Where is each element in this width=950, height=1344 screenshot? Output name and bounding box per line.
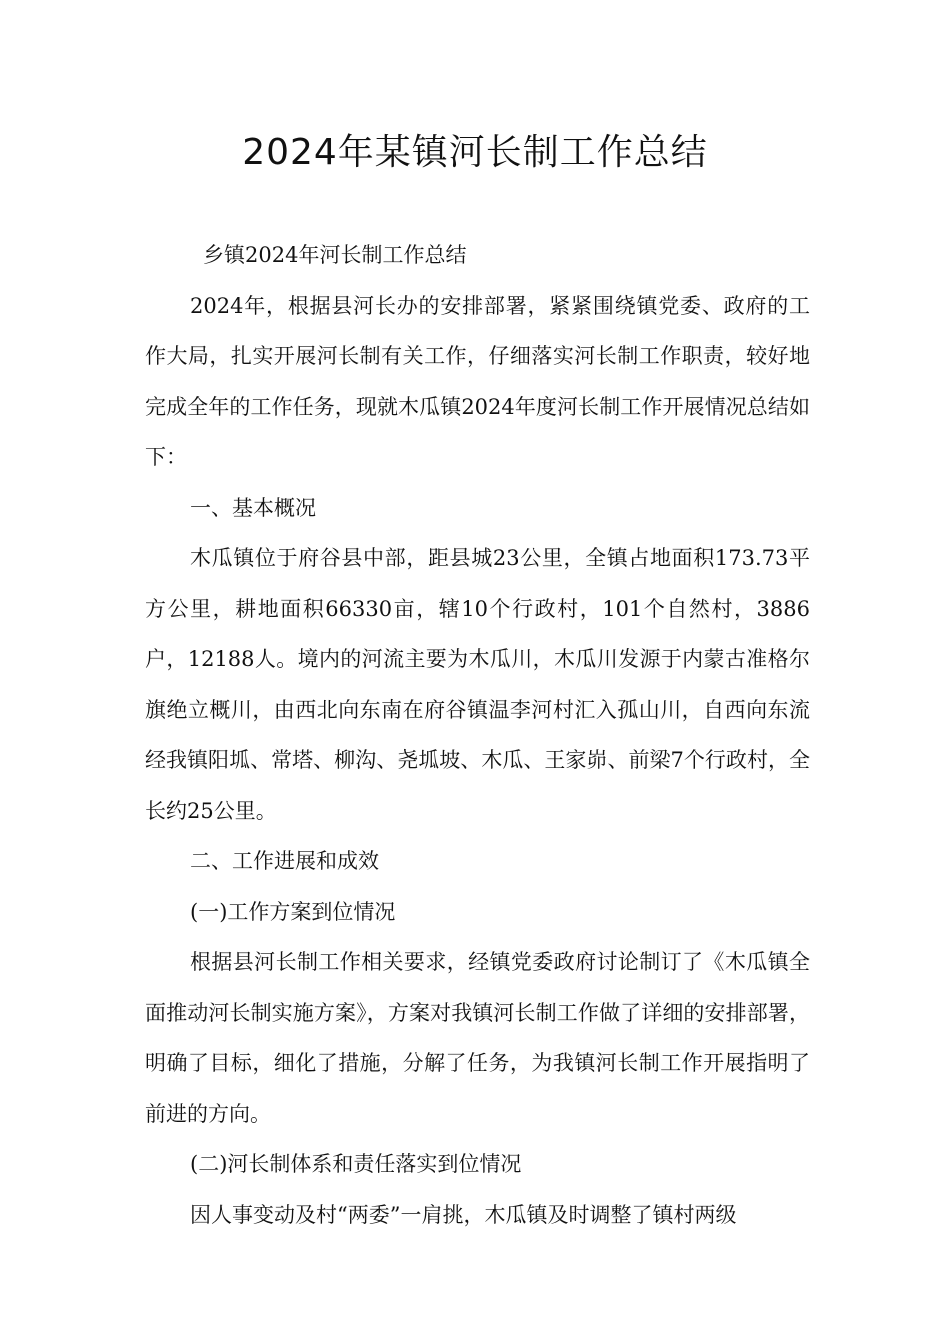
subsection-heading-system: (二)河长制体系和责任落实到位情况 (190, 1152, 522, 1176)
section-heading-progress: 二、工作进展和成效 (190, 849, 379, 873)
intro-paragraph: 2024年，根据县河长办的安排部署，紧紧围绕镇党委、政府的工作大局，扎实开展河长制有关工作，仔细落实河长制工作职责，较好地完成全年的工作任务，现就木瓜镇2024年度河长制工作开展情况总结如下： (145, 293, 810, 469)
document-subtitle: 乡镇2024年河长制工作总结 (203, 243, 467, 267)
section-heading-overview: 一、基本概况 (190, 495, 316, 520)
document-title: 2024年某镇河长制工作总结 (242, 132, 708, 173)
document-body (145, 230, 810, 1240)
subsection-heading-plan: (一)工作方案到位情况 (190, 899, 396, 924)
overview-paragraph: 木瓜镇位于府谷县中部，距县城23公里，全镇占地面积173.73平方公里，耕地面积66330亩，辖10个行政村，101个自然村，3886户，12188人。境内的河流主要为木瓜川，木瓜川发源于内蒙古准格尔旗绝立概川，由西北向东南在府谷镇温李河村汇入孤山川，自西向东流经我镇阳坬、常塔、柳沟、尧坬坡、木瓜、王家峁、前梁7个行政村，全长约25公里。 (145, 546, 810, 823)
system-paragraph: 因人事变动及村“两委”一肩挑，木瓜镇及时调整了镇村两级 (190, 1202, 737, 1227)
plan-paragraph: 根据县河长制工作相关要求，经镇党委政府讨论制订了《木瓜镇全面推动河长制实施方案》，方案对我镇河长制工作做了详细的安排部署，明确了目标，细化了措施，分解了任务，为我镇河长制工作开展指明了前进的方向。 (145, 950, 810, 1126)
